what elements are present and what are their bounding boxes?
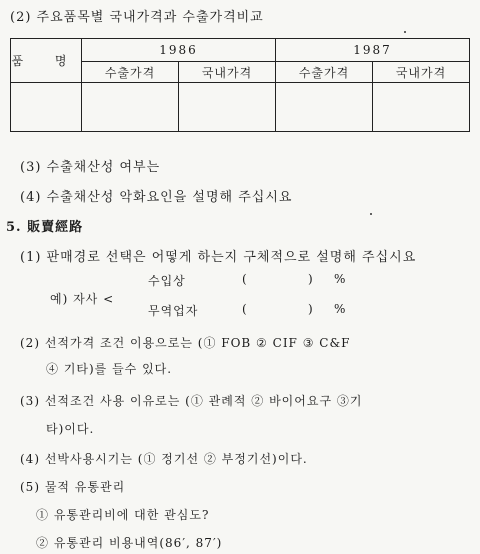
year-header: 1986 [82, 39, 276, 62]
table-cell [82, 83, 179, 132]
question-item-continued: 타)이다. [46, 422, 95, 436]
question-item: (4) 수출채산성 악화요인을 설명해 주십시요 [20, 190, 293, 205]
section-title: 5. 販賣經路 [6, 220, 84, 235]
year-header: 1987 [276, 39, 470, 62]
table-cell [276, 83, 373, 132]
example-row-unit: % [334, 302, 347, 316]
example-row-open: ( [242, 272, 248, 286]
example-row-close: ) [308, 302, 314, 316]
name-header: 품 명 [11, 39, 82, 83]
table-cell [373, 83, 470, 132]
example-row-name: 무역업자 [148, 304, 199, 318]
example-label: 예) 자사 < [50, 292, 115, 306]
question-item: (4) 선박사용시기는 (① 정기선 ② 부정기선)이다. [20, 452, 308, 466]
question-item-continued: ④ 기타)를 들수 있다. [46, 362, 173, 376]
sub-item: ② 유통관리 비용내역(86′, 87′) [36, 536, 223, 550]
example-row-open: ( [242, 302, 248, 316]
example-row-unit: % [334, 272, 347, 286]
question-item: (5) 물적 유통관리 [20, 480, 126, 494]
column-header: 수출가격 [82, 62, 179, 83]
scan-speck [404, 31, 406, 33]
sub-item: ① 유통관리비에 대한 관심도? [36, 508, 210, 522]
question-item: (2) 선적가격 조건 이용으로는 (① FOB ② CIF ③ C&F [20, 336, 351, 350]
section-title: (2) 주요품목별 국내가격과 수출가격비교 [10, 10, 264, 25]
question-item: (3) 수출채산성 여부는 [20, 160, 161, 175]
column-header: 국내가격 [373, 62, 470, 83]
table-cell [179, 83, 276, 132]
question-item: (3) 선적조건 사용 이유로는 (① 관례적 ② 바이어요구 ③기 [20, 394, 363, 408]
scan-speck [370, 213, 372, 215]
example-row-close: ) [308, 272, 314, 286]
column-header: 국내가격 [179, 62, 276, 83]
price-comparison-table [10, 38, 470, 132]
example-row-name: 수입상 [148, 274, 186, 288]
column-header: 수출가격 [276, 62, 373, 83]
question-item: (1) 판매경로 선택은 어떻게 하는지 구체적으로 설명해 주십시요 [20, 250, 417, 265]
table-cell [11, 83, 82, 132]
